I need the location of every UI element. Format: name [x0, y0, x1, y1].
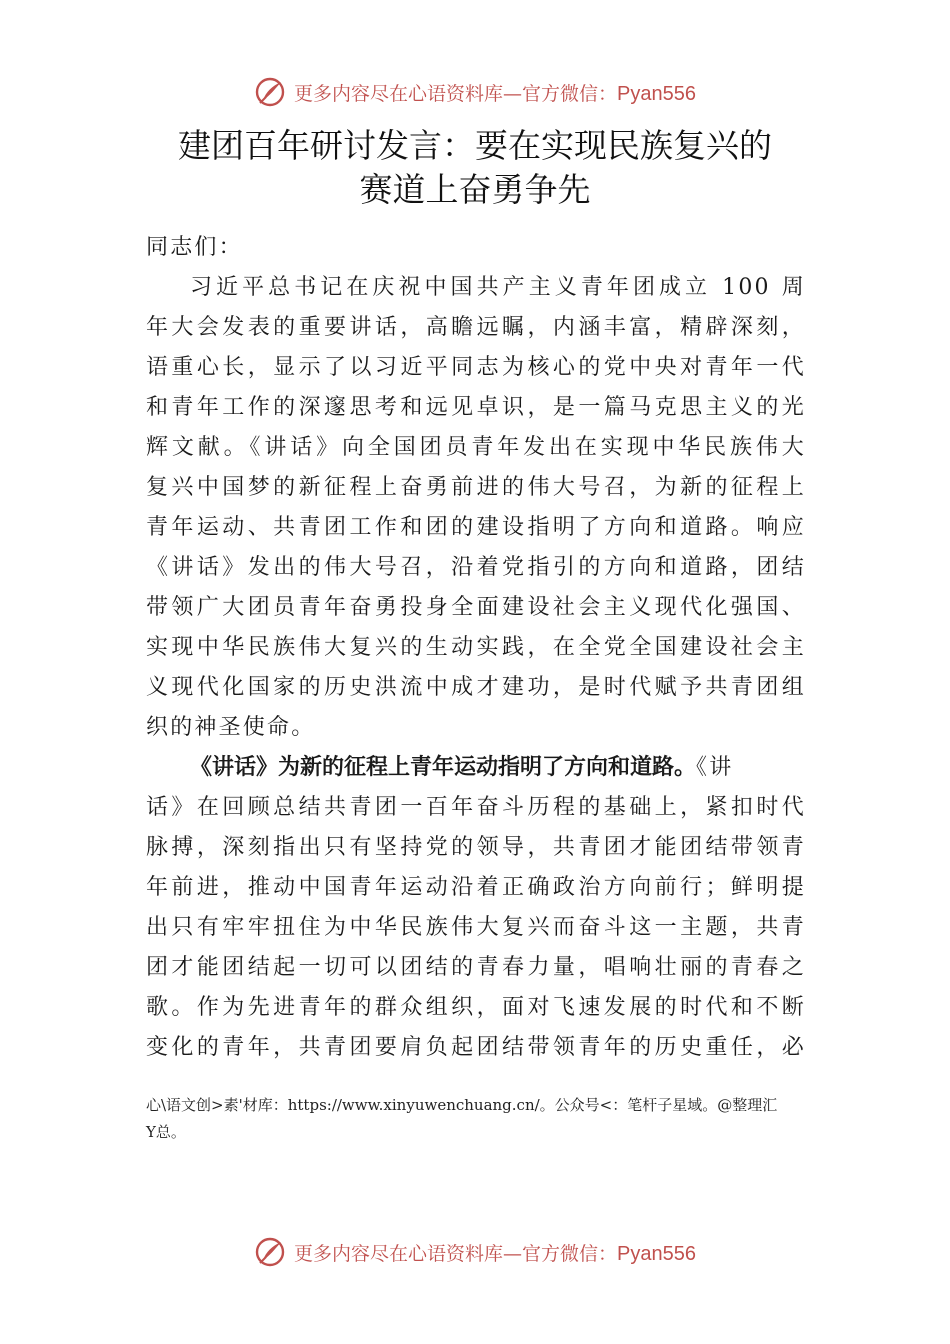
- paragraph-line: 和青年工作的深邃思考和远见卓识，是一篇马克思主义的光: [146, 395, 806, 420]
- footnote-source: [146, 1092, 826, 1146]
- paragraph-line: 语重心长，显示了以习近平同志为核心的党中央对青年一代: [146, 355, 806, 380]
- paragraph-line: 青年运动、共青团工作和团的建设指明了方向和道路。响应: [146, 515, 806, 540]
- wechat-id: Pyan556: [617, 82, 696, 105]
- salutation: 同志们：: [146, 235, 243, 260]
- paragraph-line: 团才能团结起一切可以团结的青春力量，唱响壮丽的青春之: [146, 955, 806, 980]
- paragraph-line: 出只有牢牢扭住为中华民族伟大复兴而奋斗这一主题，共青: [146, 915, 806, 940]
- title-line-1: 建团百年研讨发言：要在实现民族复兴的: [178, 126, 772, 165]
- paragraph-line: 年前进，推动中国青年运动沿着正确政治方向前行；鲜明提: [146, 875, 806, 900]
- title-line-2: 赛道上奋勇争先: [359, 170, 591, 209]
- paragraph-line: 变化的青年，共青团要肩负起团结带领青年的历史重任，必: [146, 1035, 806, 1060]
- paragraph-line: 脉搏，深刻指出只有坚持党的领导，共青团才能团结带领青: [146, 835, 806, 860]
- paragraph-line: 辉文献。《讲话》向全国团员青年发出在实现中华民族伟大: [146, 435, 806, 460]
- paragraph-line: 歌。作为先进青年的群众组织，面对飞速发展的时代和不断: [146, 995, 806, 1020]
- paragraph-line: 实现中华民族伟大复兴的生动实践，在全党全国建设社会主: [146, 635, 806, 660]
- paragraph-2-first-line: [146, 748, 806, 788]
- paragraph-line: 带领广大团员青年奋勇投身全面建设社会主义现代化强国、: [146, 595, 806, 620]
- quill-logo-icon: [254, 1236, 286, 1268]
- paragraph-line: 《讲话》发出的伟大号召，沿着党指引的方向和道路，团结: [146, 555, 806, 580]
- document-title: [0, 124, 950, 212]
- document-body: [146, 228, 806, 1068]
- section-heading: 《讲话》为新的征程上青年运动指明了方向和道路。: [190, 755, 697, 780]
- watermark-text: 更多内容尽在心语资料库—官方微信：Pyan556: [294, 82, 696, 105]
- wechat-id: Pyan556: [617, 1242, 696, 1265]
- paragraph-line: 复兴中国梦的新征程上奋勇前进的伟大号召，为新的征程上: [146, 475, 806, 500]
- quill-logo-icon: [254, 76, 286, 108]
- footnote-line-1: 心\语文创>素'材库：https://www.xinyuwenchuang.cn/。公众号<：笔杆子星域。@整理汇: [146, 1096, 778, 1114]
- bottom-watermark-banner: [0, 1232, 950, 1272]
- paragraph-line: 习近平总书记在庆祝中国共产主义青年团成立 100 周: [190, 275, 806, 300]
- top-watermark-banner: [0, 72, 950, 112]
- paragraph-line: 义现代化国家的历史洪流中成才建功，是时代赋予共青团组: [146, 675, 806, 700]
- paragraph-text: 《讲: [696, 755, 734, 780]
- paragraph-line: 话》在回顾总结共青团一百年奋斗历程的基础上，紧扣时代: [146, 795, 806, 820]
- paragraph-line: 织的神圣使命。: [146, 715, 316, 740]
- footnote-line-2: Y总。: [146, 1123, 186, 1141]
- paragraph-1: [146, 268, 806, 748]
- watermark-text: 更多内容尽在心语资料库—官方微信：Pyan556: [294, 1242, 696, 1265]
- paragraph-line: 年大会发表的重要讲话，高瞻远瞩，内涵丰富，精辟深刻，: [146, 315, 806, 340]
- paragraph-2: [146, 748, 806, 1068]
